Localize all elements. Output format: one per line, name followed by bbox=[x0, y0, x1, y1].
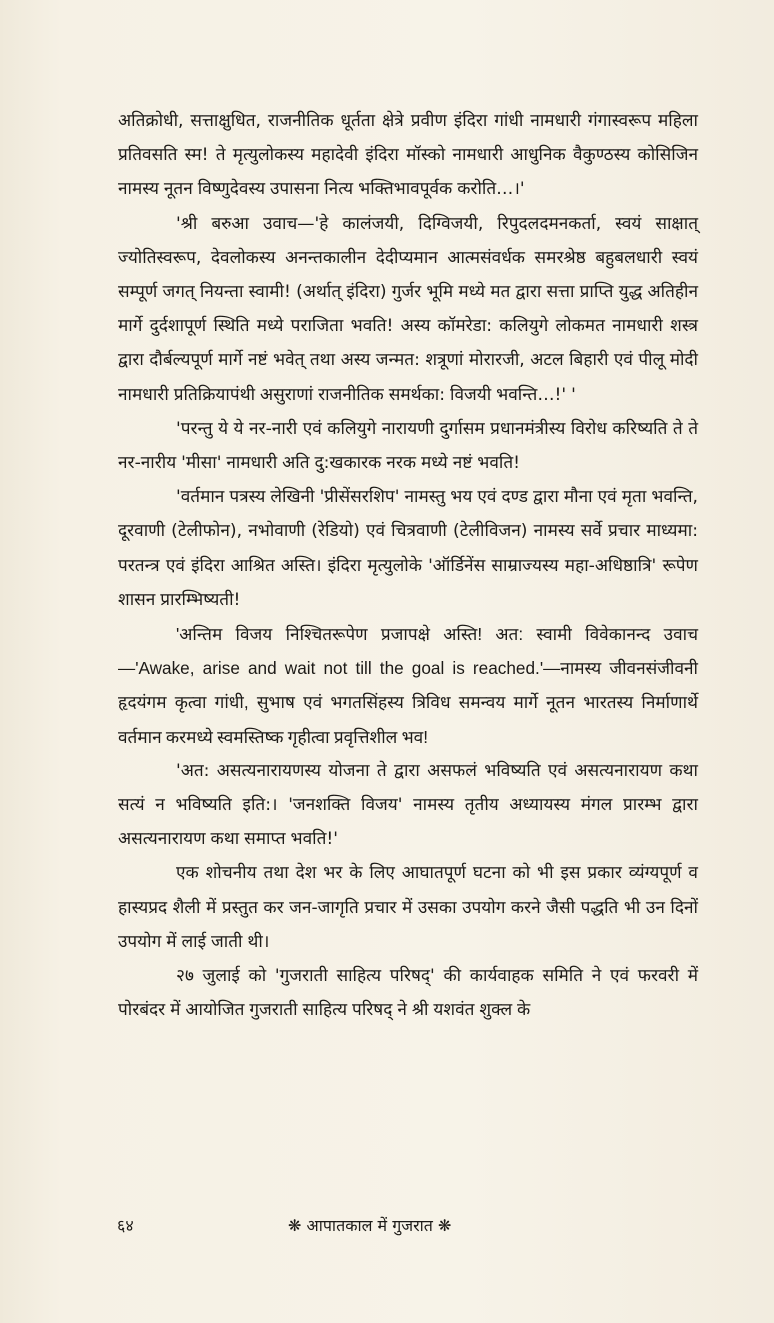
paragraph-3: 'परन्तु ये ये नर-नारी एवं कलियुगे नारायणी दुर्गासम प्रधानमंत्रीस्य विरोध करिष्यति ते ते नर-नारीय 'मीसा' नामधारी अति दु:खकारक नरक मध्ये नष्टं भवति! bbox=[118, 418, 698, 474]
page-number: ६४ bbox=[117, 1216, 134, 1235]
paragraph-7: एक शोचनीय तथा देश भर के लिए आघातपूर्ण घटना को भी इस प्रकार व्यंग्यपूर्ण व हास्यप्रद शैली में प्रस्तुत कर जन-जागृति प्रचार में उसका उपयोग करने जैसी पद्धति भी उन दिनों उपयोग में लाई जाती थी। bbox=[118, 863, 698, 952]
paragraph-8: २७ जुलाई को 'गुजराती साहित्य परिषद्' की कार्यवाहक समिति ने एवं फरवरी में पोरबंदर में आयोजित गुजराती साहित्य परिषद् ने श्री यशवंत शुक्ल के bbox=[118, 966, 698, 1021]
running-title: ❋ आपातकाल में गुजरात ❋ bbox=[288, 1216, 452, 1235]
paragraph-6: 'अत: असत्यनारायणस्य योजना ते द्वारा असफलं भविष्यति एवं असत्यनारायण कथा सत्यं न भविष्यति इति:। 'जनशक्ति विजय' नामस्य तृतीय अध्यायस्य मंगल प्रारम्भ द्वारा असत्यनारायण कथा समाप्त भवति!' bbox=[118, 760, 698, 850]
paragraph-5: 'अन्तिम विजय निश्चितरूपेण प्रजापक्षे अस्ति! अत: स्वामी विवेकानन्द उवाच—'Awake, arise and wait not till the goal is reached.'—नामस्य जीवनसंजीवनी हृदयंगम कृत्वा गांधी, सुभाष एवं भगतसिंहस्य त्रिविध समन्वय मार्गे नूतन भारतस्य निर्माणार्थे वर्तमान करमध्ये स्वमस्तिष्क गृहीत्वा प्रवृत्तिशील भव! bbox=[118, 624, 698, 747]
paragraph-4: 'वर्तमान पत्रस्य लेखिनी 'प्रीसेंसरशिप' नामस्तु भय एवं दण्ड द्वारा मौना एवं मृता भवन्ति, दूरवाणी (टेलीफोन), नभोवाणी (रेडियो) एवं चित्रवाणी (टेलीविजन) नामस्य सर्वे प्रचार माध्यमा: परतन्त्र एवं इंदिरा आश्रित अस्ति। इंदिरा मृत्युलोके 'ऑर्डिनेंस साम्राज्यस्य महा-अधिष्ठात्रि' रूपेण शासन प्रारम्भिष्यती! bbox=[118, 487, 698, 610]
paragraph-2: 'श्री बरुआ उवाच—'हे कालंजयी, दिग्विजयी, रिपुदलदमनकर्ता, स्वयं साक्षात् ज्योतिस्वरूप, देवलोकस्य अनन्तकालीन देदीप्यमान आत्मसंवर्धक समरश्रेष्ठ बहुबलधारी स्वयं सम्पूर्ण जगत् नियन्ता स्वामी! (अर्थात् इंदिरा) गुर्जर भूमि मध्ये मत द्वारा सत्ता प्राप्ति युद्ध अतिहीन मार्गे दुर्दशापूर्ण स्थिति मध्ये पराजिता भवति! अस्य कॉमरेडा: कलियुगे लोकमत नामधारी शस्त्र द्वारा दौर्बल्यपूर्ण मार्गे नष्टं भवेत् तथा अस्य जन्मत: शत्रूणां मोरारजी, अटल बिहारी एवं पीलू मोदी नामधारी प्रतिक्रियापंथी असुराणां राजनीतिक समर्थका: विजयी भवन्ति…!' ' bbox=[118, 213, 698, 405]
body-text bbox=[118, 104, 698, 1027]
paragraph-1: अतिक्रोधी, सत्ताक्षुधित, राजनीतिक धूर्तता क्षेत्रे प्रवीण इंदिरा गांधी नामधारी गंगास्वरूप महिला प्रतिवसति स्म! ते मृत्युलोकस्य महादेवी इंदिरा मॉस्को नामधारी आधुनिक वैकुण्ठस्य कोसिजिन नामस्य नूतन विष्णुदेवस्य उपासना नित्य भक्तिभावपूर्वक करोति…।' bbox=[118, 111, 698, 200]
